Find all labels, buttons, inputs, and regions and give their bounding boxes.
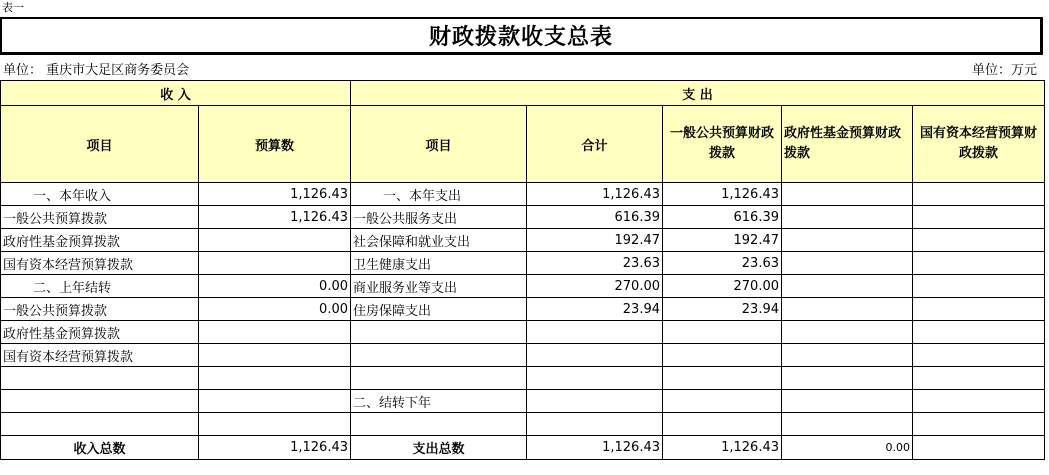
income-item-cell: 一、本年收入: [1, 183, 199, 206]
fund-budget-cell: [782, 183, 913, 206]
total-cell: 270.00: [527, 275, 663, 298]
state-capital-cell: [913, 229, 1045, 252]
general-total-value: 1,126.43: [663, 436, 782, 460]
table-row: [1, 344, 1045, 367]
table-row: [1, 413, 1045, 436]
fund-budget-cell: [782, 229, 913, 252]
budget-table: [0, 80, 1045, 460]
total-cell: [527, 344, 663, 367]
totals-row: [1, 436, 1045, 460]
fund-budget-cell: [782, 390, 913, 413]
expense-band-header: 支 出: [351, 81, 1045, 106]
page-title: 财政拨款收支总表: [428, 24, 613, 50]
state-capital-cell: [913, 252, 1045, 275]
fund-budget-header: 政府性基金预算财政拨款: [782, 106, 913, 183]
income-budget-cell: [199, 390, 351, 413]
income-band-header: 收 入: [1, 81, 351, 106]
general-budget-cell: [663, 367, 782, 390]
state-capital-cell: [913, 344, 1045, 367]
table-row: [1, 206, 1045, 229]
sheet-tag: 表一: [2, 1, 24, 14]
expense-item-header: 项目: [351, 106, 527, 183]
general-budget-cell: [663, 344, 782, 367]
total-cell: [527, 321, 663, 344]
fund-budget-cell: [782, 413, 913, 436]
unit-organization: 单位： 重庆市大足区商务委员会: [3, 63, 190, 78]
fund-budget-cell: [782, 252, 913, 275]
table-row: [1, 321, 1045, 344]
table-row: [1, 252, 1045, 275]
state-capital-cell: [913, 206, 1045, 229]
income-budget-cell: [199, 229, 351, 252]
expense-item-cell: 卫生健康支出: [351, 252, 527, 275]
income-budget-cell: [199, 344, 351, 367]
income-budget-cell: [199, 252, 351, 275]
total-cell: 192.47: [527, 229, 663, 252]
general-budget-cell: [663, 413, 782, 436]
general-budget-header: 一般公共预算财政拨款: [663, 106, 782, 183]
expense-total-value: 1,126.43: [527, 436, 663, 460]
general-budget-cell: 192.47: [663, 229, 782, 252]
table-row: [1, 367, 1045, 390]
income-budget-cell: [199, 413, 351, 436]
total-cell: 23.63: [527, 252, 663, 275]
income-budget-cell: 0.00: [199, 298, 351, 321]
table-row: [1, 298, 1045, 321]
income-budget-cell: 0.00: [199, 275, 351, 298]
general-budget-cell: 1,126.43: [663, 183, 782, 206]
expense-item-cell: 二、结转下年: [351, 390, 527, 413]
income-total-label: 收入总数: [1, 436, 199, 460]
state-capital-cell: [913, 367, 1045, 390]
expense-item-cell: 住房保障支出: [351, 298, 527, 321]
income-item-cell: 一般公共预算拨款: [1, 298, 199, 321]
income-item-cell: 国有资本经营预算拨款: [1, 344, 199, 367]
table-row: [1, 390, 1045, 413]
general-budget-cell: [663, 390, 782, 413]
general-budget-cell: 616.39: [663, 206, 782, 229]
income-item-cell: 政府性基金预算拨款: [1, 321, 199, 344]
fund-budget-cell: [782, 344, 913, 367]
state-total-value: [913, 436, 1045, 460]
total-cell: 1,126.43: [527, 183, 663, 206]
expense-item-cell: [351, 321, 527, 344]
fund-budget-cell: [782, 367, 913, 390]
fund-budget-cell: [782, 275, 913, 298]
income-budget-cell: 1,126.43: [199, 183, 351, 206]
state-capital-header: 国有资本经营预算财政拨款: [913, 106, 1045, 183]
fund-total-value: 0.00: [782, 436, 913, 460]
total-cell: [527, 367, 663, 390]
income-item-cell: [1, 367, 199, 390]
income-budget-header: 预算数: [199, 106, 351, 183]
table-row: [1, 229, 1045, 252]
income-item-cell: 国有资本经营预算拨款: [1, 252, 199, 275]
state-capital-cell: [913, 183, 1045, 206]
fund-budget-cell: [782, 321, 913, 344]
income-total-value: 1,126.43: [199, 436, 351, 460]
total-header: 合计: [527, 106, 663, 183]
general-budget-cell: [663, 321, 782, 344]
title-box: [0, 17, 1043, 55]
income-item-cell: 政府性基金预算拨款: [1, 229, 199, 252]
income-item-cell: [1, 390, 199, 413]
general-budget-cell: 270.00: [663, 275, 782, 298]
income-item-header: 项目: [1, 106, 199, 183]
total-cell: 23.94: [527, 298, 663, 321]
state-capital-cell: [913, 298, 1045, 321]
expense-item-cell: 商业服务业等支出: [351, 275, 527, 298]
expense-item-cell: [351, 413, 527, 436]
general-budget-cell: 23.63: [663, 252, 782, 275]
state-capital-cell: [913, 413, 1045, 436]
state-capital-cell: [913, 390, 1045, 413]
state-capital-cell: [913, 275, 1045, 298]
state-capital-cell: [913, 321, 1045, 344]
income-budget-cell: 1,126.43: [199, 206, 351, 229]
income-budget-cell: [199, 321, 351, 344]
unit-currency: 单位：万元: [971, 63, 1037, 78]
general-budget-cell: 23.94: [663, 298, 782, 321]
expense-item-cell: 一、本年支出: [351, 183, 527, 206]
expense-item-cell: [351, 344, 527, 367]
expense-item-cell: [351, 367, 527, 390]
total-cell: [527, 413, 663, 436]
table-row: [1, 183, 1045, 206]
expense-item-cell: 社会保障和就业支出: [351, 229, 527, 252]
income-budget-cell: [199, 367, 351, 390]
table-row: [1, 275, 1045, 298]
fund-budget-cell: [782, 298, 913, 321]
total-cell: 616.39: [527, 206, 663, 229]
expense-item-cell: 一般公共服务支出: [351, 206, 527, 229]
income-item-cell: 一般公共预算拨款: [1, 206, 199, 229]
income-item-cell: 二、上年结转: [1, 275, 199, 298]
income-item-cell: [1, 413, 199, 436]
expense-total-label: 支出总数: [351, 436, 527, 460]
total-cell: [527, 390, 663, 413]
fund-budget-cell: [782, 206, 913, 229]
